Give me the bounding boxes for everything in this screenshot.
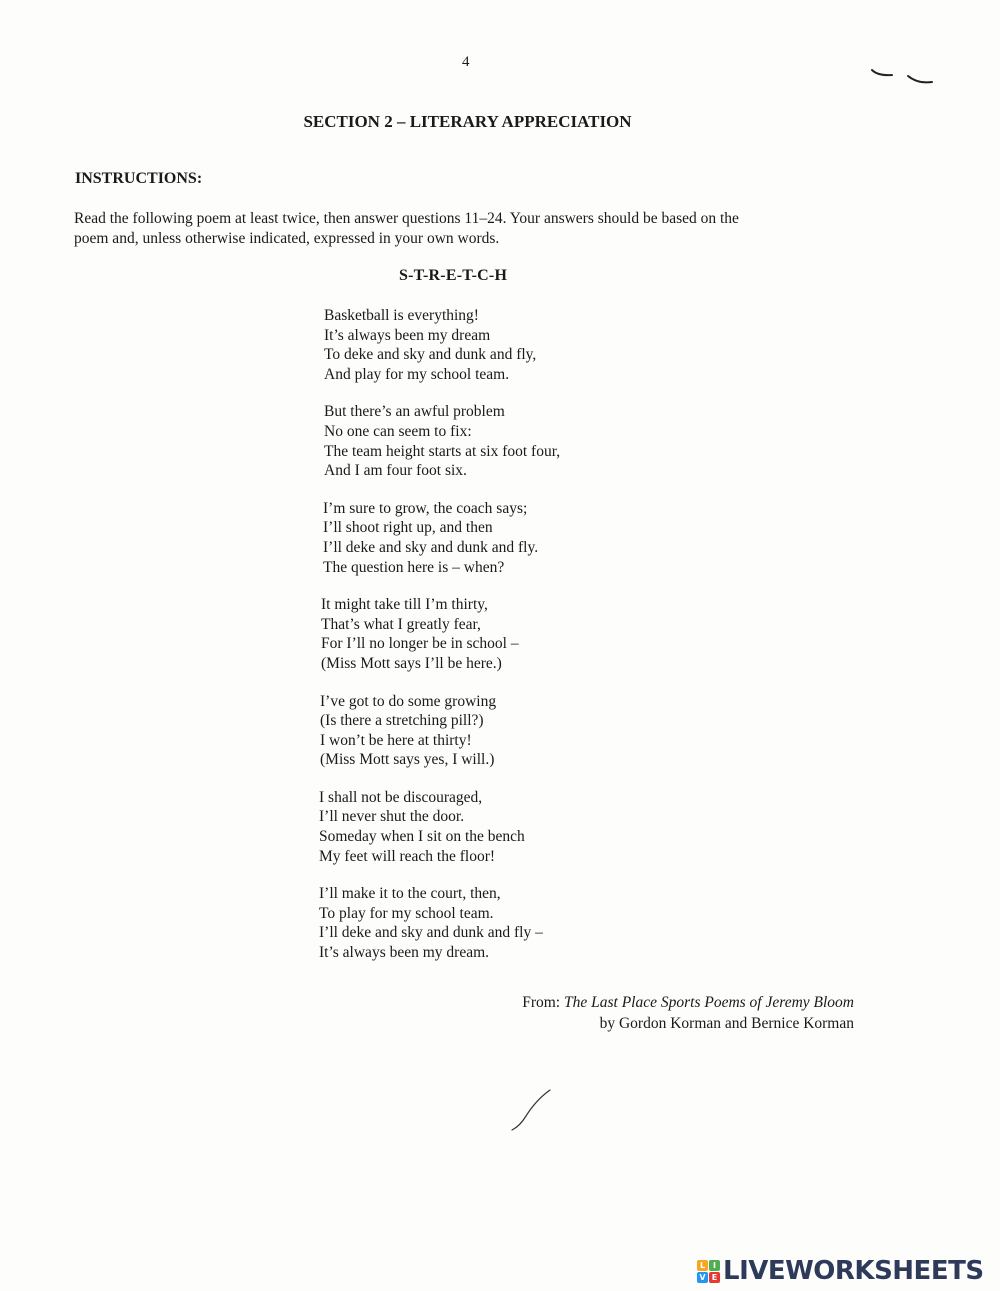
poem-line: The team height starts at six foot four,: [324, 442, 561, 460]
instructions-text: [74, 209, 874, 249]
instructions-heading: INSTRUCTIONS:: [75, 170, 203, 187]
poem-line: That’s what I greatly fear,: [321, 615, 481, 633]
poem-line: It might take till I’m thirty,: [321, 596, 488, 614]
poem-line: To deke and sky and dunk and fly,: [324, 346, 537, 364]
poem-stanza: [319, 692, 560, 770]
instructions-line: poem and, unless otherwise indicated, expressed in your own words.: [74, 230, 500, 247]
poem-line: I’ll never shut the door.: [319, 808, 465, 826]
poem-stanza: [319, 595, 560, 673]
logo-letter: I: [709, 1260, 720, 1271]
section-title: SECTION 2 – LITERARY APPRECIATION: [303, 112, 632, 131]
poem-line: It’s always been my dream: [324, 326, 491, 344]
logo-letter: E: [709, 1272, 720, 1283]
page-number: 4: [462, 54, 470, 70]
poem-line: I won’t be here at thirty!: [320, 731, 472, 749]
source-from-label: From:: [522, 994, 561, 1011]
poem-line: I’ll shoot right up, and then: [323, 519, 493, 537]
poem-line: I’ve got to do some growing: [320, 692, 497, 710]
poem-line: It’s always been my dream.: [319, 944, 490, 962]
poem-line: And I am four foot six.: [324, 462, 467, 480]
poem-line: My feet will reach the floor!: [319, 847, 496, 865]
poem-line: To play for my school team.: [319, 904, 494, 922]
poem-line: I’ll make it to the court, then,: [319, 885, 501, 903]
poem-line: No one can seem to fix:: [324, 422, 472, 440]
poem-line: Someday when I sit on the bench: [319, 828, 525, 846]
poem-stanza: [319, 499, 560, 577]
source-book-title: The Last Place Sports Poems of Jeremy Bloom: [563, 994, 854, 1011]
poem-line: Basketball is everything!: [324, 307, 479, 324]
liveworksheets-logo: [697, 1256, 984, 1286]
poem-source: [522, 992, 854, 1034]
pen-mark-top-right: [868, 62, 938, 90]
poem-line: For I’ll no longer be in school –: [321, 635, 519, 653]
pen-stroke-mark: [506, 1086, 556, 1134]
poem-line: I’m sure to grow, the coach says;: [323, 499, 528, 517]
poem-line: (Miss Mott says yes, I will.): [320, 751, 495, 769]
poem-line: I shall not be discouraged,: [319, 788, 483, 806]
source-authors: by Gordon Korman and Bernice Korman: [599, 1015, 854, 1032]
logo-letter: L: [697, 1260, 708, 1271]
poem-line: (Is there a stretching pill?): [320, 712, 484, 730]
poem-line: But there’s an awful problem: [324, 403, 505, 421]
poem-line: (Miss Mott says I’ll be here.): [321, 654, 502, 672]
poem-line: I’ll deke and sky and dunk and fly –: [319, 924, 543, 942]
poem-body: [319, 306, 560, 981]
poem-line: The question here is – when?: [323, 558, 505, 576]
logo-letter: V: [697, 1272, 708, 1283]
poem-stanza: [319, 884, 560, 962]
poem-stanza: [319, 788, 560, 866]
source-title-line: [522, 992, 854, 1013]
poem-line: I’ll deke and sky and dunk and fly.: [323, 538, 539, 556]
poem-stanza: [319, 402, 560, 480]
poem-title: S-T-R-E-T-C-H: [399, 267, 508, 284]
logo-text: LIVEWORKSHEETS: [723, 1256, 984, 1286]
poem-stanza: [319, 306, 560, 384]
poem-line: And play for my school team.: [324, 365, 510, 383]
instructions-line: Read the following poem at least twice, then answer questions 11–24. Your answers should be based on the: [74, 210, 739, 227]
logo-grid-icon: [697, 1260, 720, 1283]
